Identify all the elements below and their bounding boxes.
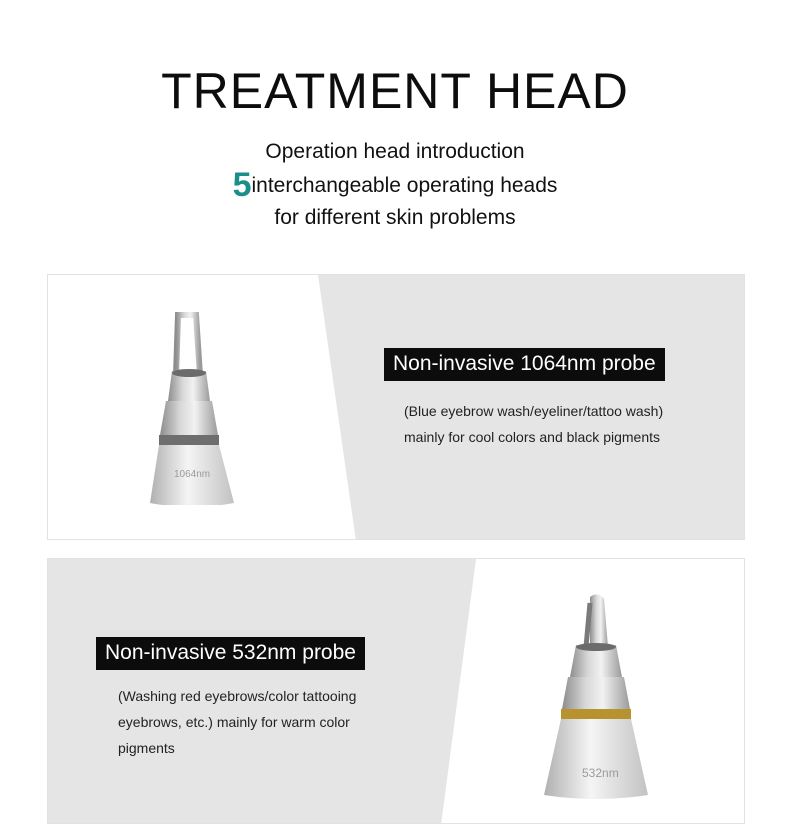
heads-count-number: 5 <box>232 166 252 204</box>
probe-532-image <box>538 585 658 800</box>
purpose-line: for different skin problems <box>274 206 516 229</box>
intro-line: Operation head introduction <box>265 140 525 163</box>
probe-532-engraving: 532nm <box>582 766 619 780</box>
probe-532-desc-line-2: eyebrows, etc.) mainly for warm color <box>118 714 350 730</box>
probe-1064-desc-line-2: mainly for cool colors and black pigments <box>404 429 661 445</box>
probe-1064-desc-line-1: (Blue eyebrow wash/eyeliner/tattoo wash) <box>404 403 664 419</box>
heads-count-text: interchangeable operating heads <box>251 174 558 197</box>
probe-1064-label: Non-invasive 1064nm probe <box>384 348 665 381</box>
probe-1064-image <box>148 305 258 505</box>
probe-532-description <box>118 683 418 761</box>
probe-532-label: Non-invasive 532nm probe <box>96 637 365 670</box>
probe-532-desc-line-1: (Washing red eyebrows/color tattooing <box>118 688 357 704</box>
product-panel-532 <box>47 558 745 824</box>
probe-532-desc-line-3: pigments <box>118 740 175 756</box>
page-title: TREATMENT HEAD <box>161 63 629 119</box>
product-panel-1064 <box>47 274 745 540</box>
heads-count-line <box>0 166 790 205</box>
probe-1064-engraving: 1064nm <box>174 469 211 480</box>
probe-1064-description <box>404 398 724 450</box>
